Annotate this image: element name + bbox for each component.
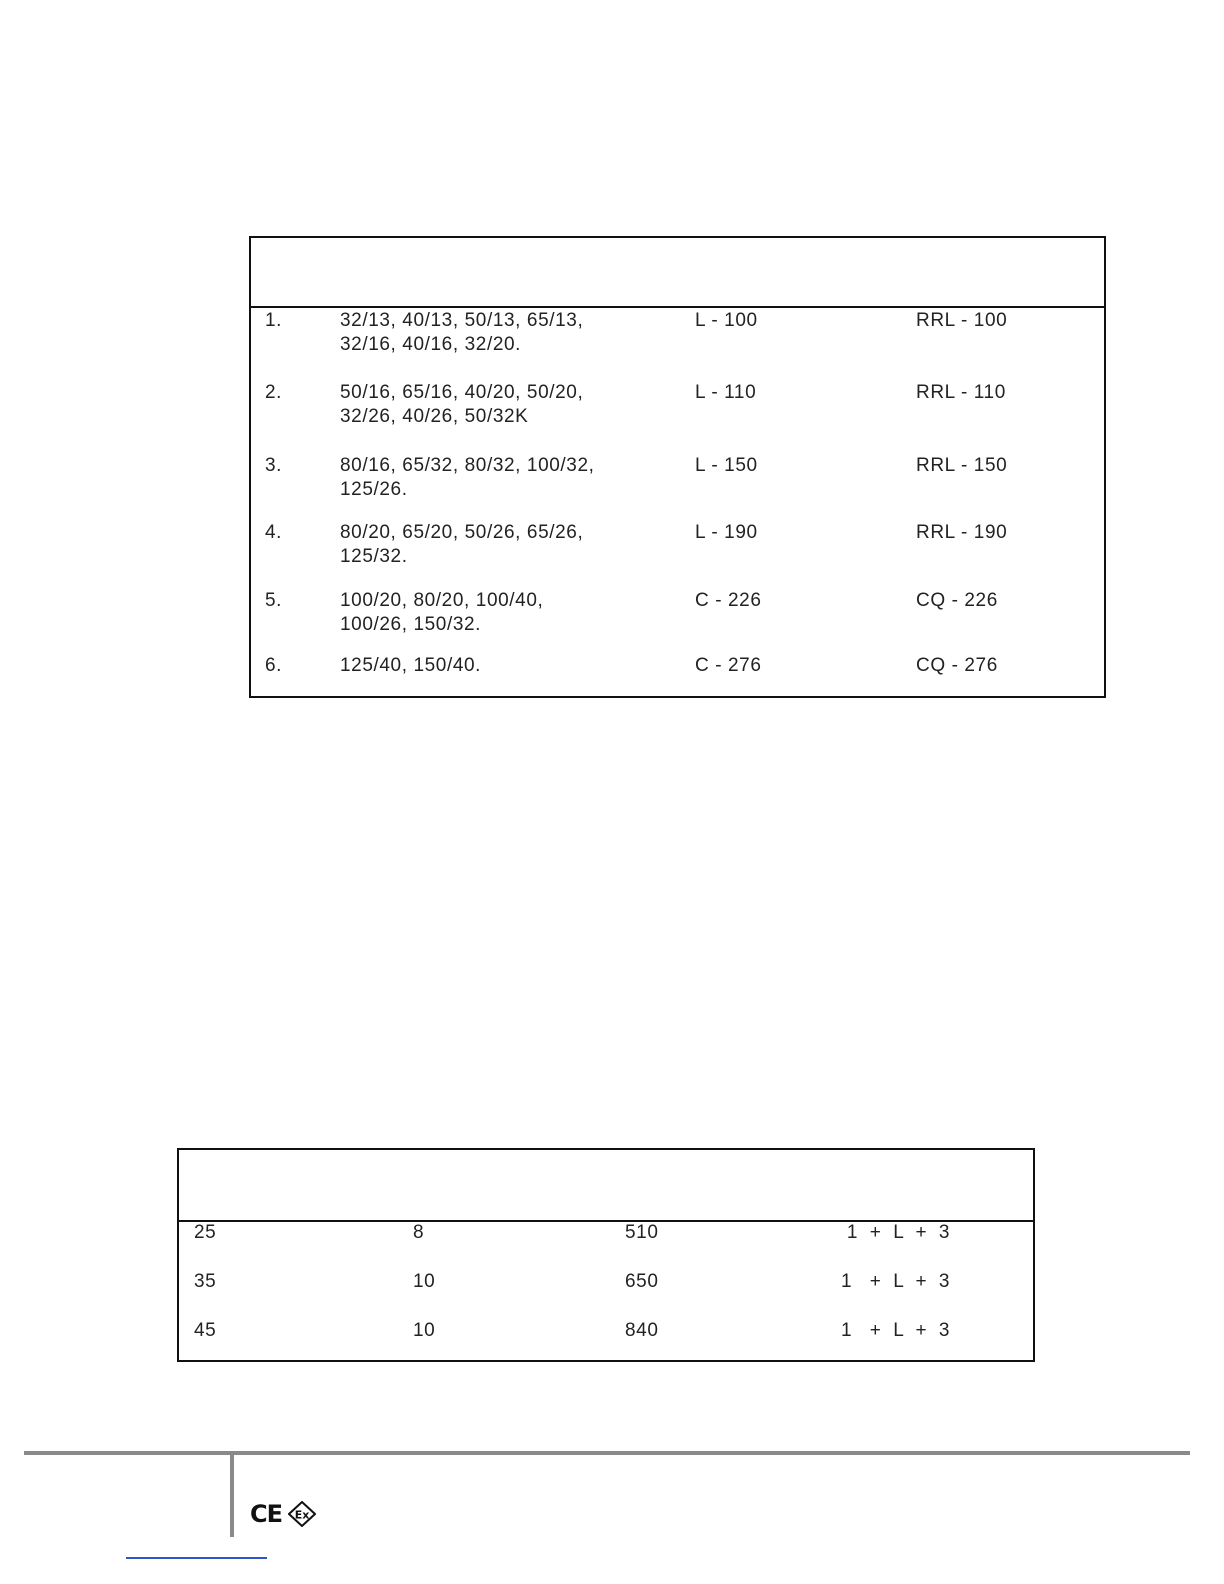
table-cell: 25 — [194, 1222, 217, 1243]
rrl-code: RRL - 110 — [916, 382, 1006, 403]
table-cell: 510 — [625, 1222, 659, 1243]
row-number: 6. — [265, 655, 283, 676]
model-code: L - 190 — [695, 522, 758, 543]
link-underline[interactable] — [126, 1557, 267, 1559]
rrl-code: RRL - 190 — [916, 522, 1008, 543]
atex-ex-icon — [288, 1501, 316, 1527]
table-cell: 650 — [625, 1271, 659, 1292]
table-cell: 1 + L + 3 — [841, 1271, 951, 1292]
table-cell: 1 + L + 3 — [841, 1320, 951, 1341]
model-code: L - 150 — [695, 455, 758, 476]
rrl-code: RRL - 100 — [916, 310, 1008, 331]
dimension-table — [177, 1148, 1035, 1362]
table-cell: 10 — [413, 1271, 436, 1292]
pump-sizes: 50/16, 65/16, 40/20, 50/20, 32/26, 40/26, 50/32K — [340, 382, 584, 427]
row-number: 3. — [265, 455, 283, 476]
model-code: C - 226 — [695, 590, 762, 611]
pump-model-table — [249, 236, 1106, 698]
rrl-code: RRL - 150 — [916, 455, 1008, 476]
model-code: L - 110 — [695, 382, 757, 403]
row-number: 2. — [265, 382, 283, 403]
row-number: 1. — [265, 310, 283, 331]
table-cell: 45 — [194, 1320, 217, 1341]
pump-sizes: 125/40, 150/40. — [340, 655, 482, 676]
table-cell: 35 — [194, 1271, 217, 1292]
table-cell: 1 + L + 3 — [841, 1222, 951, 1243]
row-number: 5. — [265, 590, 283, 611]
table-header — [179, 1150, 1033, 1222]
rrl-code: CQ - 276 — [916, 655, 998, 676]
table-cell: 8 — [413, 1222, 425, 1243]
pump-sizes: 32/13, 40/13, 50/13, 65/13, 32/16, 40/16, 32/20. — [340, 310, 584, 355]
pump-sizes: 100/20, 80/20, 100/40, 100/26, 150/32. — [340, 590, 544, 635]
pump-sizes: 80/16, 65/32, 80/32, 100/32, 125/26. — [340, 455, 595, 500]
ce-mark-icon: CE — [250, 1500, 283, 1528]
certification-marks — [250, 1500, 316, 1528]
table-cell: 840 — [625, 1320, 659, 1341]
svg-text:Ex: Ex — [294, 1508, 310, 1522]
model-code: L - 100 — [695, 310, 758, 331]
row-number: 4. — [265, 522, 283, 543]
footer-divider — [24, 1451, 1190, 1455]
model-code: C - 276 — [695, 655, 762, 676]
pump-sizes: 80/20, 65/20, 50/26, 65/26, 125/32. — [340, 522, 584, 567]
rrl-code: CQ - 226 — [916, 590, 998, 611]
table-cell: 10 — [413, 1320, 436, 1341]
table-header — [251, 238, 1104, 308]
footer-vertical-divider — [230, 1455, 234, 1537]
